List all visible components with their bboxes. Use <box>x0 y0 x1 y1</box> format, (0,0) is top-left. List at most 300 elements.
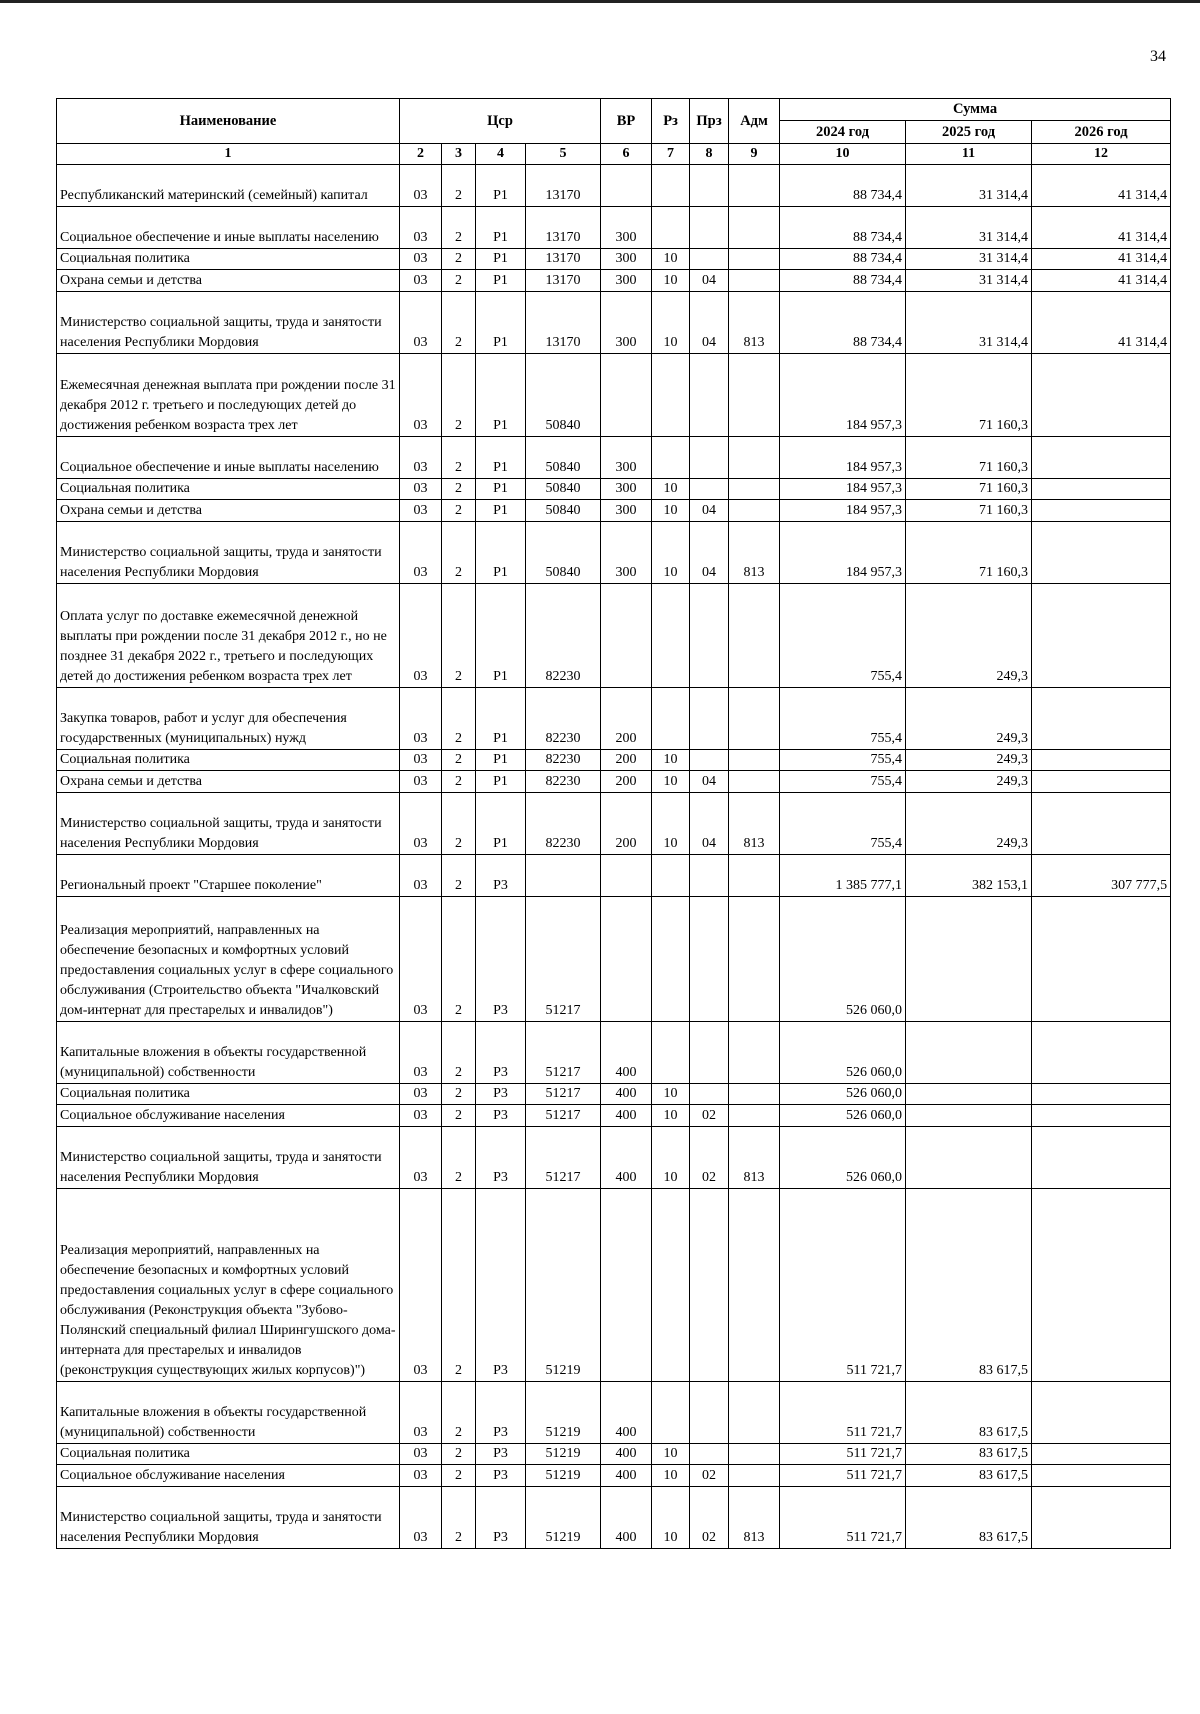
cell-adm <box>729 1382 780 1444</box>
cell-vr: 400 <box>601 1127 652 1189</box>
cell-sum-2025: 31 314,4 <box>906 207 1032 249</box>
cell-csr-subprogram: 2 <box>442 1084 476 1105</box>
table-row <box>57 1084 1171 1105</box>
cell-name: Капитальные вложения в объекты государственной (муниципальной) собственности <box>57 1022 400 1084</box>
cell-name: Социальная политика <box>57 750 400 771</box>
cell-csr-subprogram: 2 <box>442 771 476 793</box>
table-row <box>57 584 1171 688</box>
cell-csr-project: Р3 <box>476 855 526 897</box>
cell-csr-program: 03 <box>400 897 442 1022</box>
cell-prz: 02 <box>690 1487 729 1549</box>
cell-csr-project: Р1 <box>476 479 526 500</box>
cell-vr: 300 <box>601 207 652 249</box>
cell-rz: 10 <box>652 771 690 793</box>
cell-sum-2025 <box>906 1084 1032 1105</box>
cell-csr-direction: 51217 <box>526 897 601 1022</box>
cell-sum-2026 <box>1032 771 1171 793</box>
cell-csr-project: Р1 <box>476 292 526 354</box>
table-row <box>57 688 1171 750</box>
cell-sum-2026 <box>1032 522 1171 584</box>
cell-rz: 10 <box>652 270 690 292</box>
cell-sum-2025: 31 314,4 <box>906 270 1032 292</box>
cell-csr-direction: 50840 <box>526 437 601 479</box>
cell-sum-2026 <box>1032 1465 1171 1487</box>
cell-sum-2025: 71 160,3 <box>906 354 1032 437</box>
cell-prz <box>690 354 729 437</box>
cell-csr-subprogram: 2 <box>442 479 476 500</box>
cell-sum-2024: 526 060,0 <box>780 1084 906 1105</box>
cell-prz <box>690 855 729 897</box>
cell-prz: 04 <box>690 522 729 584</box>
page-number: 34 <box>1150 48 1166 65</box>
cell-sum-2025: 83 617,5 <box>906 1189 1032 1382</box>
cell-csr-subprogram: 2 <box>442 249 476 270</box>
budget-table <box>56 98 1171 1549</box>
cell-prz: 02 <box>690 1465 729 1487</box>
cell-sum-2024: 184 957,3 <box>780 479 906 500</box>
table-body <box>57 144 1171 1549</box>
cell-csr-program: 03 <box>400 855 442 897</box>
cell-prz: 04 <box>690 500 729 522</box>
cell-csr-subprogram: 2 <box>442 1382 476 1444</box>
cell-name: Министерство социальной защиты, труда и занятости населения Республики Мордовия <box>57 793 400 855</box>
cell-rz: 10 <box>652 1127 690 1189</box>
cell-rz: 10 <box>652 249 690 270</box>
cell-adm <box>729 1084 780 1105</box>
cell-sum-2025: 31 314,4 <box>906 249 1032 270</box>
cell-rz: 10 <box>652 522 690 584</box>
col-number: 7 <box>652 144 690 165</box>
table-row <box>57 249 1171 270</box>
col-number: 10 <box>780 144 906 165</box>
cell-csr-subprogram: 2 <box>442 165 476 207</box>
cell-prz <box>690 897 729 1022</box>
cell-vr <box>601 897 652 1022</box>
cell-rz <box>652 1022 690 1084</box>
cell-csr-subprogram: 2 <box>442 855 476 897</box>
cell-sum-2024: 755,4 <box>780 688 906 750</box>
cell-csr-subprogram: 2 <box>442 1487 476 1549</box>
cell-prz <box>690 165 729 207</box>
cell-csr-project: Р1 <box>476 354 526 437</box>
col-number: 9 <box>729 144 780 165</box>
cell-sum-2025: 249,3 <box>906 771 1032 793</box>
cell-sum-2024: 1 385 777,1 <box>780 855 906 897</box>
cell-name: Реализация мероприятий, направленных на обеспечение безопасных и комфортных условий предоставления социальных услуг в сфере социального обслуживания (Реконструкция объекта "Зубово-Полянский специальный филиал Ширингушского дома-интерната для престарелых и инвалидов (реконструкция существующих жилых корпусов)") <box>57 1189 400 1382</box>
cell-prz <box>690 750 729 771</box>
cell-sum-2025 <box>906 1105 1032 1127</box>
cell-csr-subprogram: 2 <box>442 500 476 522</box>
cell-rz <box>652 1382 690 1444</box>
cell-vr <box>601 165 652 207</box>
cell-prz <box>690 688 729 750</box>
table-row <box>57 771 1171 793</box>
cell-prz: 04 <box>690 292 729 354</box>
cell-sum-2025: 83 617,5 <box>906 1382 1032 1444</box>
cell-vr <box>601 855 652 897</box>
col-number: 4 <box>476 144 526 165</box>
table-row <box>57 165 1171 207</box>
cell-vr: 400 <box>601 1465 652 1487</box>
cell-sum-2026 <box>1032 1444 1171 1465</box>
cell-sum-2025: 83 617,5 <box>906 1444 1032 1465</box>
cell-sum-2025: 249,3 <box>906 584 1032 688</box>
cell-adm <box>729 1022 780 1084</box>
cell-sum-2025: 31 314,4 <box>906 165 1032 207</box>
cell-name: Социальное обеспечение и иные выплаты населению <box>57 437 400 479</box>
cell-csr-project: Р3 <box>476 1444 526 1465</box>
cell-csr-direction: 50840 <box>526 479 601 500</box>
cell-csr-direction: 51217 <box>526 1127 601 1189</box>
cell-sum-2024: 88 734,4 <box>780 270 906 292</box>
cell-csr-direction: 51219 <box>526 1189 601 1382</box>
cell-sum-2026 <box>1032 1127 1171 1189</box>
cell-sum-2026 <box>1032 1105 1171 1127</box>
table-row <box>57 855 1171 897</box>
cell-sum-2024: 511 721,7 <box>780 1465 906 1487</box>
cell-csr-program: 03 <box>400 249 442 270</box>
cell-csr-project: Р3 <box>476 1127 526 1189</box>
cell-csr-subprogram: 2 <box>442 1444 476 1465</box>
cell-adm <box>729 855 780 897</box>
cell-rz <box>652 437 690 479</box>
cell-rz: 10 <box>652 500 690 522</box>
cell-vr: 300 <box>601 249 652 270</box>
cell-prz <box>690 1189 729 1382</box>
cell-csr-direction: 51219 <box>526 1444 601 1465</box>
table-row <box>57 1382 1171 1444</box>
cell-sum-2025: 31 314,4 <box>906 292 1032 354</box>
col-number: 5 <box>526 144 601 165</box>
cell-csr-project: Р1 <box>476 522 526 584</box>
cell-name: Социальная политика <box>57 249 400 270</box>
cell-vr: 300 <box>601 522 652 584</box>
cell-name: Социальная политика <box>57 1084 400 1105</box>
cell-adm <box>729 897 780 1022</box>
cell-rz <box>652 897 690 1022</box>
cell-csr-project: Р3 <box>476 897 526 1022</box>
cell-sum-2025: 83 617,5 <box>906 1465 1032 1487</box>
cell-sum-2026: 41 314,4 <box>1032 292 1171 354</box>
cell-sum-2025: 249,3 <box>906 688 1032 750</box>
cell-sum-2026 <box>1032 1189 1171 1382</box>
cell-sum-2024: 184 957,3 <box>780 522 906 584</box>
cell-name: Республиканский материнский (семейный) капитал <box>57 165 400 207</box>
cell-csr-direction: 82230 <box>526 688 601 750</box>
cell-csr-project: Р1 <box>476 584 526 688</box>
cell-rz: 10 <box>652 793 690 855</box>
cell-csr-program: 03 <box>400 500 442 522</box>
cell-adm <box>729 207 780 249</box>
cell-sum-2024: 511 721,7 <box>780 1189 906 1382</box>
table-row <box>57 1189 1171 1382</box>
cell-csr-project: Р3 <box>476 1189 526 1382</box>
cell-prz: 04 <box>690 771 729 793</box>
cell-sum-2025: 71 160,3 <box>906 522 1032 584</box>
cell-sum-2024: 511 721,7 <box>780 1444 906 1465</box>
cell-adm <box>729 500 780 522</box>
cell-sum-2025 <box>906 897 1032 1022</box>
cell-sum-2025: 249,3 <box>906 793 1032 855</box>
cell-rz <box>652 855 690 897</box>
cell-csr-project: Р3 <box>476 1022 526 1084</box>
header-year-2024: 2024 год <box>780 121 906 144</box>
cell-sum-2025: 71 160,3 <box>906 437 1032 479</box>
cell-prz <box>690 249 729 270</box>
cell-vr: 200 <box>601 750 652 771</box>
header-vr: ВР <box>601 99 652 144</box>
cell-vr: 400 <box>601 1022 652 1084</box>
cell-sum-2024: 755,4 <box>780 771 906 793</box>
cell-sum-2024: 511 721,7 <box>780 1382 906 1444</box>
cell-vr <box>601 584 652 688</box>
cell-vr <box>601 1189 652 1382</box>
cell-adm: 813 <box>729 292 780 354</box>
cell-csr-subprogram: 2 <box>442 1105 476 1127</box>
cell-vr: 400 <box>601 1444 652 1465</box>
cell-csr-subprogram: 2 <box>442 1189 476 1382</box>
cell-csr-program: 03 <box>400 1487 442 1549</box>
cell-vr: 300 <box>601 292 652 354</box>
cell-csr-project: Р3 <box>476 1382 526 1444</box>
cell-csr-program: 03 <box>400 1189 442 1382</box>
cell-vr: 300 <box>601 479 652 500</box>
cell-csr-program: 03 <box>400 1127 442 1189</box>
cell-name: Охрана семьи и детства <box>57 270 400 292</box>
cell-adm <box>729 750 780 771</box>
cell-name: Оплата услуг по доставке ежемесячной денежной выплаты при рождении после 31 декабря 2012 г., но не позднее 31 декабря 2022 г., третьего и последующих детей до достижения ребенком возраста трех лет <box>57 584 400 688</box>
cell-sum-2026 <box>1032 1487 1171 1549</box>
cell-name: Ежемесячная денежная выплата при рождении после 31 декабря 2012 г. третьего и последующих детей до достижения ребенком возраста трех лет <box>57 354 400 437</box>
cell-csr-direction: 51219 <box>526 1465 601 1487</box>
cell-adm <box>729 1465 780 1487</box>
cell-sum-2024: 526 060,0 <box>780 897 906 1022</box>
cell-sum-2024: 184 957,3 <box>780 354 906 437</box>
table-row <box>57 207 1171 249</box>
cell-csr-direction: 82230 <box>526 750 601 771</box>
col-number: 1 <box>57 144 400 165</box>
cell-adm <box>729 584 780 688</box>
cell-name: Социальное обеспечение и иные выплаты населению <box>57 207 400 249</box>
cell-csr-program: 03 <box>400 750 442 771</box>
cell-rz <box>652 354 690 437</box>
cell-sum-2025 <box>906 1022 1032 1084</box>
cell-csr-direction: 82230 <box>526 584 601 688</box>
header-adm: Адм <box>729 99 780 144</box>
cell-sum-2024: 755,4 <box>780 793 906 855</box>
cell-csr-direction: 13170 <box>526 292 601 354</box>
cell-name: Министерство социальной защиты, труда и занятости населения Республики Мордовия <box>57 292 400 354</box>
cell-rz: 10 <box>652 1487 690 1549</box>
table-row <box>57 479 1171 500</box>
cell-csr-program: 03 <box>400 207 442 249</box>
cell-adm <box>729 688 780 750</box>
cell-adm: 813 <box>729 793 780 855</box>
cell-vr <box>601 354 652 437</box>
cell-csr-direction: 13170 <box>526 207 601 249</box>
cell-sum-2024: 526 060,0 <box>780 1127 906 1189</box>
header-sum: Сумма <box>780 99 1171 121</box>
cell-sum-2024: 184 957,3 <box>780 500 906 522</box>
header-name: Наименование <box>57 99 400 144</box>
cell-rz: 10 <box>652 292 690 354</box>
cell-csr-subprogram: 2 <box>442 1127 476 1189</box>
cell-csr-program: 03 <box>400 1022 442 1084</box>
cell-sum-2024: 755,4 <box>780 750 906 771</box>
cell-csr-project: Р1 <box>476 207 526 249</box>
cell-csr-direction <box>526 855 601 897</box>
cell-sum-2026: 41 314,4 <box>1032 249 1171 270</box>
cell-name: Охрана семьи и детства <box>57 500 400 522</box>
cell-csr-subprogram: 2 <box>442 437 476 479</box>
cell-name: Министерство социальной защиты, труда и занятости населения Республики Мордовия <box>57 522 400 584</box>
cell-csr-project: Р1 <box>476 771 526 793</box>
table-row <box>57 522 1171 584</box>
cell-csr-project: Р3 <box>476 1487 526 1549</box>
table-row <box>57 1127 1171 1189</box>
cell-adm <box>729 1444 780 1465</box>
cell-csr-subprogram: 2 <box>442 688 476 750</box>
table-row <box>57 1022 1171 1084</box>
header-csr: Цср <box>400 99 601 144</box>
cell-vr: 400 <box>601 1487 652 1549</box>
cell-prz: 04 <box>690 270 729 292</box>
cell-name: Закупка товаров, работ и услуг для обеспечения государственных (муниципальных) нужд <box>57 688 400 750</box>
cell-name: Министерство социальной защиты, труда и занятости населения Республики Мордовия <box>57 1127 400 1189</box>
cell-csr-direction: 51217 <box>526 1022 601 1084</box>
cell-adm <box>729 1189 780 1382</box>
cell-csr-program: 03 <box>400 688 442 750</box>
cell-sum-2026 <box>1032 897 1171 1022</box>
cell-adm <box>729 165 780 207</box>
cell-csr-direction: 13170 <box>526 165 601 207</box>
cell-adm <box>729 771 780 793</box>
cell-adm <box>729 270 780 292</box>
cell-name: Реализация мероприятий, направленных на обеспечение безопасных и комфортных условий предоставления социальных услуг в сфере социального обслуживания (Строительство объекта "Ичалковский дом-интернат для престарелых и инвалидов") <box>57 897 400 1022</box>
cell-csr-subprogram: 2 <box>442 207 476 249</box>
cell-sum-2026 <box>1032 584 1171 688</box>
cell-csr-direction: 51217 <box>526 1105 601 1127</box>
cell-csr-direction: 51219 <box>526 1487 601 1549</box>
cell-csr-direction: 13170 <box>526 270 601 292</box>
cell-sum-2024: 511 721,7 <box>780 1487 906 1549</box>
cell-csr-program: 03 <box>400 1382 442 1444</box>
cell-csr-direction: 82230 <box>526 771 601 793</box>
cell-csr-subprogram: 2 <box>442 270 476 292</box>
cell-csr-project: Р1 <box>476 165 526 207</box>
cell-csr-direction: 50840 <box>526 354 601 437</box>
cell-csr-program: 03 <box>400 1105 442 1127</box>
cell-sum-2024: 88 734,4 <box>780 207 906 249</box>
cell-name: Региональный проект "Старшее поколение" <box>57 855 400 897</box>
cell-prz <box>690 207 729 249</box>
cell-csr-program: 03 <box>400 522 442 584</box>
cell-vr: 200 <box>601 688 652 750</box>
cell-sum-2026 <box>1032 688 1171 750</box>
cell-sum-2026: 41 314,4 <box>1032 270 1171 292</box>
cell-name: Социальная политика <box>57 1444 400 1465</box>
cell-vr: 300 <box>601 270 652 292</box>
cell-adm: 813 <box>729 522 780 584</box>
cell-vr: 300 <box>601 500 652 522</box>
cell-csr-program: 03 <box>400 479 442 500</box>
cell-csr-subprogram: 2 <box>442 750 476 771</box>
cell-name: Социальное обслуживание населения <box>57 1465 400 1487</box>
cell-prz <box>690 1022 729 1084</box>
cell-adm <box>729 437 780 479</box>
cell-rz: 10 <box>652 1105 690 1127</box>
col-number: 12 <box>1032 144 1171 165</box>
cell-sum-2025: 71 160,3 <box>906 500 1032 522</box>
table-row <box>57 270 1171 292</box>
col-number: 6 <box>601 144 652 165</box>
cell-adm <box>729 249 780 270</box>
cell-csr-subprogram: 2 <box>442 354 476 437</box>
cell-csr-program: 03 <box>400 771 442 793</box>
cell-rz <box>652 165 690 207</box>
cell-csr-project: Р1 <box>476 500 526 522</box>
cell-vr: 300 <box>601 437 652 479</box>
cell-csr-subprogram: 2 <box>442 292 476 354</box>
cell-csr-program: 03 <box>400 437 442 479</box>
cell-sum-2025: 83 617,5 <box>906 1487 1032 1549</box>
cell-prz <box>690 437 729 479</box>
cell-rz: 10 <box>652 1444 690 1465</box>
cell-rz: 10 <box>652 479 690 500</box>
cell-name: Социальное обслуживание населения <box>57 1105 400 1127</box>
cell-prz: 04 <box>690 793 729 855</box>
cell-sum-2026 <box>1032 354 1171 437</box>
cell-adm: 813 <box>729 1127 780 1189</box>
table-row <box>57 1444 1171 1465</box>
table-row <box>57 750 1171 771</box>
table-row <box>57 500 1171 522</box>
cell-vr: 400 <box>601 1105 652 1127</box>
cell-rz <box>652 584 690 688</box>
cell-csr-direction: 51217 <box>526 1084 601 1105</box>
header-prz: Прз <box>690 99 729 144</box>
cell-csr-project: Р3 <box>476 1465 526 1487</box>
cell-csr-project: Р1 <box>476 688 526 750</box>
cell-sum-2024: 88 734,4 <box>780 292 906 354</box>
cell-csr-direction: 51219 <box>526 1382 601 1444</box>
cell-csr-subprogram: 2 <box>442 1022 476 1084</box>
cell-sum-2024: 755,4 <box>780 584 906 688</box>
cell-name: Министерство социальной защиты, труда и занятости населения Республики Мордовия <box>57 1487 400 1549</box>
cell-csr-program: 03 <box>400 165 442 207</box>
header-year-2025: 2025 год <box>906 121 1032 144</box>
cell-adm <box>729 354 780 437</box>
table-row <box>57 793 1171 855</box>
cell-sum-2024: 526 060,0 <box>780 1105 906 1127</box>
top-border-line <box>0 0 1200 3</box>
col-number: 2 <box>400 144 442 165</box>
cell-prz <box>690 1444 729 1465</box>
cell-csr-project: Р3 <box>476 1105 526 1127</box>
cell-sum-2025: 71 160,3 <box>906 479 1032 500</box>
cell-adm <box>729 1105 780 1127</box>
cell-vr: 400 <box>601 1084 652 1105</box>
cell-csr-direction: 50840 <box>526 522 601 584</box>
header-rz: Рз <box>652 99 690 144</box>
cell-csr-program: 03 <box>400 584 442 688</box>
cell-rz <box>652 207 690 249</box>
cell-csr-subprogram: 2 <box>442 793 476 855</box>
cell-csr-project: Р1 <box>476 270 526 292</box>
cell-sum-2024: 526 060,0 <box>780 1022 906 1084</box>
cell-prz <box>690 479 729 500</box>
cell-sum-2026 <box>1032 793 1171 855</box>
